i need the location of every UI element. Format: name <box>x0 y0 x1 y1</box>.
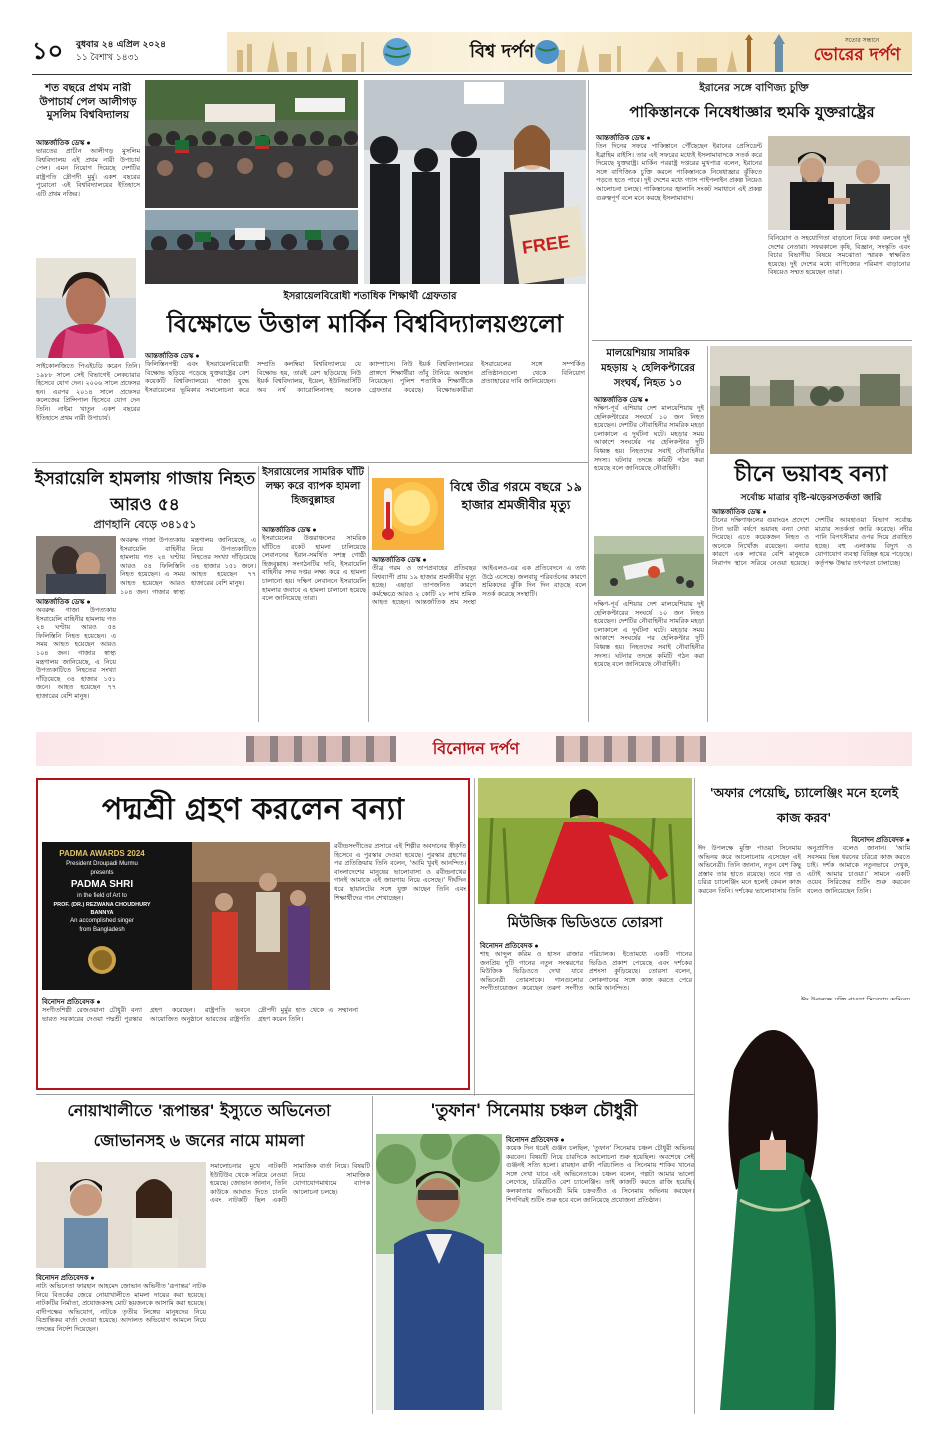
svg-text:FREE: FREE <box>520 231 572 258</box>
headline-aligarh: শত বছরে প্রথম নারী উপাচার্য পেল আলীগড় মুসলিম বিশ্ববিদ্যালয় <box>39 82 137 121</box>
byline-chanchal: বিনোদন প্রতিবেদক ● <box>506 1137 565 1144</box>
body-bannya: সংগীতশিল্পী রেজওয়ানা চৌধুরী বন্যা ভারত সরকারের দেওয়া পদ্মশ্রী পুরস্কার গ্রহণ করেছেন। রাষ্ট্রপতি ভবনে আয়োজিত অনুষ্ঠানে ভারতের রাষ্ট্রপতি দ্রৌপদী মুর্মুর হাত থেকে এ সম্মাননা গ্রহণ করেন তিনি। <box>42 1006 358 1023</box>
award-poster-text <box>48 848 156 948</box>
photo-protest-police <box>364 80 586 284</box>
poster-award: PADMA SHRI <box>70 879 134 890</box>
entertainment-section-title: বিনোদন দর্পণ <box>432 739 520 758</box>
body-malaysia-extra: দক্ষিণ-পূর্ব এশিয়ার দেশ মালয়েশিয়ায় দুই হেলিকপ্টারের সংঘর্ষে ১০ জন নিহত হয়েছেন। দেশটির নৌবাহিনীর সামরিক মহড়া চলাকালে এ দুর্ঘটনা ঘটে। মহড়ার সময় আকাশে সংঘর্ষের পর হেলিকপ্টার দুটি বিধ্বস্ত হয়। নিহতদের সবাই নৌবাহিনীর সদস্য। ঘটনার তদন্তে কমিটি গঠন করা হয়েছে বলে জানিয়েছে নৌবাহিনী। <box>594 600 704 669</box>
byline-bannya: বিনোদন প্রতিবেদক ● <box>42 999 101 1006</box>
byline-hezbollah: আন্তর্জাতিক ডেস্ক ● <box>262 527 317 534</box>
byline-us-protests: আন্তর্জাতিক ডেস্ক ● <box>145 353 200 360</box>
headline-pakistan: পাকিস্তানকে নিষেধাজ্ঞার হুমকি যুক্তরাষ্ট্রের <box>629 103 875 121</box>
masthead <box>32 32 912 72</box>
brand-tagline: সত্যের সন্ধানে <box>844 37 880 44</box>
body-bannya-right: রবীন্দ্রসংগীতের প্রসারে এই শিল্পীর অবদানের স্বীকৃতি হিসেবে এ পুরস্কার দেওয়া হয়েছে। পুরস্কার গ্রহণের পর প্রতিক্রিয়ায় তিনি বলেন, 'আমি খুবই আনন্দিত। বাংলাদেশের মানুষের ভালোবাসা ও রবীন্দ্রনাথের গানই আমাকে এই জায়গায় নিয়ে এসেছে।' দীর্ঘদিন ধরে ছায়ানটের সঙ্গে যুক্ত আছেন তিনি এবং শিক্ষার্থীদের গান শেখাচ্ছেন। <box>334 842 466 902</box>
byline-offer: বিনোদন প্রতিবেদক ● <box>851 837 910 844</box>
kicker-pakistan: ইরানের সঙ্গে বাণিজ্য চুক্তি <box>699 82 809 94</box>
photo-raisi-sharif <box>768 136 910 230</box>
headline-heat-deaths: বিশ্বে তীব্র গরমে বছরে ১৯ হাজার শ্রমজীবীর মৃত্যু <box>450 479 582 512</box>
headline-bannya: পদ্মশ্রী গ্রহণ করলেন বন্যা <box>102 792 404 827</box>
body-aligarh: ভারতের প্রাচীন আলীগড় মুসলিম বিশ্ববিদ্যালয় এই প্রথম নারী উপাচার্য পেল। এমন নিয়োগ দিয়েছে দেশটির রাষ্ট্রপতি দ্রৌপদী মুর্মু। একশ বছরের পুরোনো এই বিশ্ববিদ্যালয়ের ইতিহাসে এটি প্রথম নজির। <box>36 147 140 198</box>
body-malaysia: দক্ষিণ-পূর্ব এশিয়ার দেশ মালয়েশিয়ায় দুই হেলিকপ্টারের সংঘর্ষে ১০ জন নিহত হয়েছেন। দেশটির নৌবাহিনীর সামরিক মহড়া চলাকালে এ দুর্ঘটনা ঘটে। মহড়ার সময় আকাশে সংঘর্ষের পর হেলিকপ্টার দুটি বিধ্বস্ত হয়। নিহতদের সবাই নৌবাহিনীর সদস্য। ঘটনার তদন্তে কমিটি গঠন করা হয়েছে বলে জানিয়েছে নৌবাহিনী। <box>594 404 704 473</box>
photo-china-flood <box>710 346 912 454</box>
poster-desc-2: from Bangladesh <box>79 927 125 933</box>
headline-china-flood: চীনে ভয়াবহ বন্যা <box>734 462 888 487</box>
poster-recipient: PROF. (DR.) REZWANA CHOUDHURY BANNYA <box>53 902 151 916</box>
byline-jovan: বিনোদন প্রতিবেদক ● <box>36 1275 95 1282</box>
page-number: ১০ <box>32 37 64 65</box>
byline-china-flood: আন্তর্জাতিক ডেস্ক ● <box>712 509 767 516</box>
body-pakistan: তিন দিনের সফরে পাকিস্তানে পৌঁছেছেন ইরানের প্রেসিডেন্ট ইব্রাহিম রাইসি। তার এই সফরের মধ্যেই ইসলামাবাদকে সতর্ক করে দিয়েছে যুক্তরাষ্ট্র। মার্কিন পররাষ্ট্র দপ্তরের মুখপাত্র বলেন, ইরানের সঙ্গে বাণিজ্যিক চুক্তি করলে পাকিস্তানকে নিষেধাজ্ঞার ঝুঁকিতে পড়তে হতে পারে। দুই দেশের মধ্যে গ্যাস পাইপলাইন প্রকল্প নিয়েও আলোচনা চলছে। পাকিস্তানের জ্বালানি সংকট সমাধানে এই প্রকল্প গুরুত্বপূর্ণ বলে মনে করছে ইসলামাবাদ। <box>596 142 762 202</box>
body-aligarh-cont: সাইকোলজিতে পিএইচডি করেন তিনি। ১৯৮৮ সালে সেই বিভাগেই লেকচারার হিসেবে যোগ দেন। ২০০৬ সালে প্রফেসর হন। এরপর ২০১৪ সালে প্রফেসর কলেজের প্রিন্সিপাল হিসেবে যোগ দেন তিনি। নাইমা খাতুন একশ বছরের ইতিহাসে প্রথম নারী উপাচার্য। <box>36 362 140 422</box>
body-chanchal: কয়েক দিন ধরেই গুঞ্জন চলছিল, 'তুফান' সিনেমায় চঞ্চল চৌধুরী অভিনয় করবেন। বিষয়টি নিয়ে চারদিকে আলোচনা শুরু হয়েছিল। অবশেষে সেই গুঞ্জনই সত্যি হলো। রায়হান রাফী পরিচালিত এ সিনেমায় শাকিব খানের সঙ্গে দেখা যাবে এই অভিনেতাকে। চঞ্চল বলেন, গল্পটা আমার ভালো লেগেছে, চরিত্রটিও বেশ চ্যালেঞ্জিং। তাই কাজটি করতে রাজি হয়েছি। কলকাতার অভিনেত্রী মিমি চক্রবর্তীও এ সিনেমায় অভিনয় করছেন। শিগগিরই শুটিং শুরু হবে বলে জানিয়েছে প্রযোজনা প্রতিষ্ঠান। <box>506 1144 694 1204</box>
poster-presents: presents <box>90 870 114 876</box>
section-title: বিশ্ব দর্পণ <box>469 41 535 62</box>
photo-actress-green-saree <box>700 1000 912 1410</box>
byline-aligarh: আন্তর্জাতিক ডেস্ক ● <box>36 140 91 147</box>
poster-desc-1: An accomplished singer <box>70 918 134 924</box>
byline-malaysia: আন্তর্জাতিক ডেস্ক ● <box>594 397 649 404</box>
headline-hezbollah: ইসরায়েলের সামরিক ঘাঁটি লক্ষ্য করে ব্যাপক হামলা হিজবুল্লাহর <box>262 467 364 506</box>
body-jovan: নাট্য অভিনেতা ফারহান আহমেদ জোভান অভিনীত 'রূপান্তর' নাটক নিয়ে বিতর্কের জেরে নোয়াখালীতে মামলা দায়ের করা হয়েছে। নাটকটির নির্মাতা, প্রযোজকসহ মোট ছয়জনকে আসামি করা হয়েছে। বাদীপক্ষের অভিযোগ, নাটকে তৃতীয় লিঙ্গের মানুষদের নিয়ে বিভ্রান্তিকর বার্তা দেওয়া হয়েছে। আদালত অভিযোগ আমলে নিয়ে তদন্তের নির্দেশ দিয়েছেন। <box>36 1282 206 1333</box>
body-heat-deaths: তীব্র গরম ও তাপপ্রবাহের প্রতিবছর বিশ্বব্যাপী প্রায় ১৯ হাজার শ্রমজীবীর মৃত্যু হচ্ছে। এছাড়া তাপজনিত কারণে কর্মক্ষেত্রে আরও ২ কোটি ২৮ লাখ শ্রমিক আহত হচ্ছেন। আন্তর্জাতিক শ্রম সংস্থা আইএলও-এর এক প্রতিবেদনে এ তথ্য উঠে এসেছে। জলবায়ু পরিবর্তনের কারণে শ্রমিকদের ঝুঁকি দিন দিন বাড়ছে বলে সতর্ক করেছে সংস্থাটি। <box>372 564 586 607</box>
photo-heat-sun <box>372 478 444 550</box>
date-line-1: বুধবার ২৪ এপ্রিল ২০২৪ <box>76 40 166 50</box>
headline-malaysia: মালয়েশিয়ায় সামরিক মহড়ায় ২ হেলিকপ্টারের সংঘর্ষ, নিহত ১০ <box>601 348 695 389</box>
photo-gaza-mourner <box>36 536 116 594</box>
byline-gaza: আন্তর্জাতিক ডেস্ক ● <box>36 599 91 606</box>
body-offer: ঈদ উপলক্ষে মুক্তি পাওয়া সিনেমায় অভিনয় করে আলোচনায় এসেছেন এই অভিনেত্রী। তিনি জানান, নতুন বেশ কিছু প্রস্তাব তার হাতে রয়েছে। তবে গল্প ও চরিত্র চ্যালেঞ্জিং মনে হলেই কেবল কাজ করবেন তিনি। দর্শকের ভালোবাসায় তিনি অনুপ্রাণিত বলেও জানান। 'আমি সবসময় ভিন্ন ধরনের চরিত্রে কাজ করতে চাই। দর্শক আমাকে নতুনভাবে দেখুক, এটাই আমার চাওয়া।' সামনে একটি ওয়েব সিরিজের শুটিং শুরু করবেন বলেও জানিয়েছেন তিনি। <box>698 844 910 895</box>
brand-logo-text: ভোরের দর্পণ <box>813 45 901 65</box>
kicker-us-protests: ইসরায়েলবিরোধী শতাধিক শিক্ষার্থী গ্রেফতার <box>283 291 457 302</box>
body-gaza-cont: অবরুদ্ধ গাজা উপত্যকায় ইসরায়েলি বাহিনীর হামলায় গত ২৪ ঘণ্টায় আরও ৫৪ ফিলিস্তিনি নিহত হয়েছেন। এ সময় আহত হয়েছেন আরও ১০৪ জন। গাজার স্বাস্থ্য মন্ত্রণালয় জানিয়েছে, এ নিয়ে উপত্যকাটিতে নিহতের সংখ্যা দাঁড়িয়েছে ৩৪ হাজার ১৫১ জনে। আহত হয়েছেন ৭৭ হাজারের বেশি মানুষ। <box>120 536 256 596</box>
photo-helicopter-crash <box>594 536 704 596</box>
byline-torsa: বিনোদন প্রতিবেদক ● <box>480 943 539 950</box>
photo-protest-crowd <box>145 80 358 208</box>
kicker-gaza: প্রাণহানি বেড়ে ৩৪১৫১ <box>93 518 197 531</box>
body-pakistan-cont: বিনিয়োগ ও সহযোগিতা বাড়ানো নিয়ে কথা বলবেন দুই দেশের নেতারা। সফরকালে কৃষি, বিজ্ঞান, সংস্কৃতি এবং বিচার বিভাগীয় বিষয়ে সমঝোতা স্মারক স্বাক্ষরিত হয়েছে। দুই দেশের মধ্যে বাণিজ্যের পরিমাণ বাড়ানোর বিষয়েও সম্মত হয়েছেন তারা। <box>768 234 910 277</box>
byline-heat-deaths: আন্তর্জাতিক ডেস্ক ● <box>372 557 427 564</box>
photo-protest-march <box>145 210 358 284</box>
headline-torsa: মিউজিক ভিডিওতে তোরসা <box>507 915 663 931</box>
kicker-china-flood: সর্বোচ্চ মাত্রার বৃষ্টি-ঝড়েরসতর্কতা জারি <box>740 493 882 503</box>
entertainment-banner <box>36 732 912 766</box>
film-strip-left <box>246 736 396 762</box>
poster-title: PADMA AWARDS 2024 <box>59 849 145 858</box>
photo-chanchal-chowdhury <box>376 1134 502 1410</box>
photo-torsa-music-video <box>478 778 692 904</box>
film-strip-right <box>556 736 706 762</box>
headline-offer-challenging: 'অফার পেয়েছি, চ্যালেঞ্জিং মনে হলেই কাজ করব' <box>709 785 899 825</box>
poster-field: in the field of Art to <box>77 893 127 899</box>
byline-pakistan: আন্তর্জাতিক ডেস্ক ● <box>596 135 651 142</box>
body-us-protests: ফিলিস্তিনপন্থী এবং ইসরায়েলবিরোধী বিক্ষোভ ছড়িয়ে পড়েছে যুক্তরাষ্ট্রের বেশ কয়েকটি বিশ্ববিদ্যালয়ে। গাজা যুদ্ধে ইসরায়েলের ভূমিকার সমালোচনা করে সম্প্রতি কলম্বিয়া বিশ্ববিদ্যালয়ে যে বিক্ষোভ হয়, তারই রেশ ছড়িয়েছে নিউ ইয়র্ক বিশ্ববিদ্যালয়, ইয়েল, ইউনিভার্সিটি অব নর্থ ক্যারোলিনাসহ অনেক ক্যাম্পাসে। নিউ ইয়র্ক বিশ্ববিদ্যালয়ের প্রাঙ্গণে শিক্ষার্থীরা তাঁবু টানিয়ে অবস্থান নিয়েছেন। পুলিশ শতাধিক শিক্ষার্থীকে গ্রেফতার করেছে। বিক্ষোভকারীরা ইসরায়েলের সঙ্গে সম্পর্কিত প্রতিষ্ঠানগুলো থেকে বিনিয়োগ প্রত্যাহারের দাবি জানিয়েছেন। <box>145 360 585 394</box>
headline-us-protests: বিক্ষোভে উত্তাল মার্কিন বিশ্ববিদ্যালয়গুলো <box>166 310 564 338</box>
headline-chanchal-tufan: 'তুফান' সিনেমায় চঞ্চল চৌধুরী <box>430 1101 638 1121</box>
body-torsa: শাহ আব্দুল করিম ও হাসন রাজার জনপ্রিয় দুটি গানের নতুন সংস্করণের মিউজিক ভিডিওতে দেখা যাবে অভিনেত্রী তোরসাকে। গানগুলোর সংগীতায়োজন করেছেন তরুণ সংগীত পরিচালক। ইতোমধ্যে একটি গানের ভিডিও প্রকাশ পেয়েছে এবং দর্শকের প্রশংসা কুড়িয়েছে। তোরসা বলেন, লোকগানের সঙ্গে কাজ করতে পেরে আমি আনন্দিত। <box>480 950 692 993</box>
body-jovan-cont: সমালোচনার মুখে নাটকটি ইউটিউব থেকে সরিয়ে নেওয়া হয়েছে। জোভান জানান, তিনি কাউকে আঘাত দিতে চাননি এবং নাটকটি ছিল একটি সামাজিক বার্তা নিয়ে। বিষয়টি নিয়ে সামাজিক যোগাযোগমাধ্যমে ব্যাপক আলোচনা চলছে। <box>210 1162 370 1205</box>
body-hezbollah: ইসরায়েলের উত্তরাঞ্চলের সামরিক ঘাঁটিতে রকেট হামলা চালিয়েছে লেবাননের ইরান-সমর্থিত সশস্ত্র গোষ্ঠী হিজবুল্লাহ। সংগঠনটির দাবি, ইসরায়েলি বাহিনীর সদর দপ্তর লক্ষ্য করে এ হামলা চালানো হয়। দক্ষিণ লেবাননে ইসরায়েলি হামলার জবাবে এ হামলা চালানো হয়েছে বলে জানিয়েছে তারা। <box>262 534 366 603</box>
photo-jovan <box>36 1162 206 1268</box>
body-gaza: অবরুদ্ধ গাজা উপত্যকায় ইসরায়েলি বাহিনীর হামলায় গত ২৪ ঘণ্টায় আরও ৫৪ ফিলিস্তিনি নিহত হয়েছেন। এ সময় আহত হয়েছেন আরও ১০৪ জন। গাজার স্বাস্থ্য মন্ত্রণালয় জানিয়েছে, এ নিয়ে উপত্যকাটিতে নিহতের সংখ্যা দাঁড়িয়েছে ৩৪ হাজার ১৫১ জনে। আহত হয়েছেন ৭৭ হাজারের বেশি মানুষ। <box>36 606 116 700</box>
headline-jovan-case: নোয়াখালীতে 'রূপান্তর' ইস্যুতে অভিনেতা জোভানসহ ৬ জনের নামে মামলা <box>67 1101 331 1150</box>
date-line-2: ১১ বৈশাখ ১৪৩১ <box>76 53 140 63</box>
poster-presenter: President Droupadi Murmu <box>66 861 138 867</box>
photo-vice-chancellor <box>36 258 136 358</box>
body-china-flood: চীনের দক্ষিণাঞ্চলের গুয়াংডং প্রদেশে টানা ভারী বর্ষণে ভয়াবহ বন্যা দেখা দিয়েছে। এতে কয়েকজন নিহত ও অনেকে নিখোঁজ রয়েছেন। বন্যার কারণে এক লাখের বেশি মানুষকে নিরাপদ স্থানে সরিয়ে নেওয়া হয়েছে। দেশটির আবহাওয়া বিভাগ সর্বোচ্চ মাত্রার সতর্কতা জারি করেছে। নদীর পানি বিপৎসীমার ওপর দিয়ে প্রবাহিত হচ্ছে। বহু এলাকায় বিদ্যুৎ ও যোগাযোগ ব্যবস্থা বিচ্ছিন্ন হয়ে পড়েছে। কর্তৃপক্ষ উদ্ধার তৎপরতা চালাচ্ছে। <box>712 516 912 567</box>
headline-gaza: ইসরায়েলি হামলায় গাজায় নিহত আরও ৫৪ <box>34 469 256 515</box>
